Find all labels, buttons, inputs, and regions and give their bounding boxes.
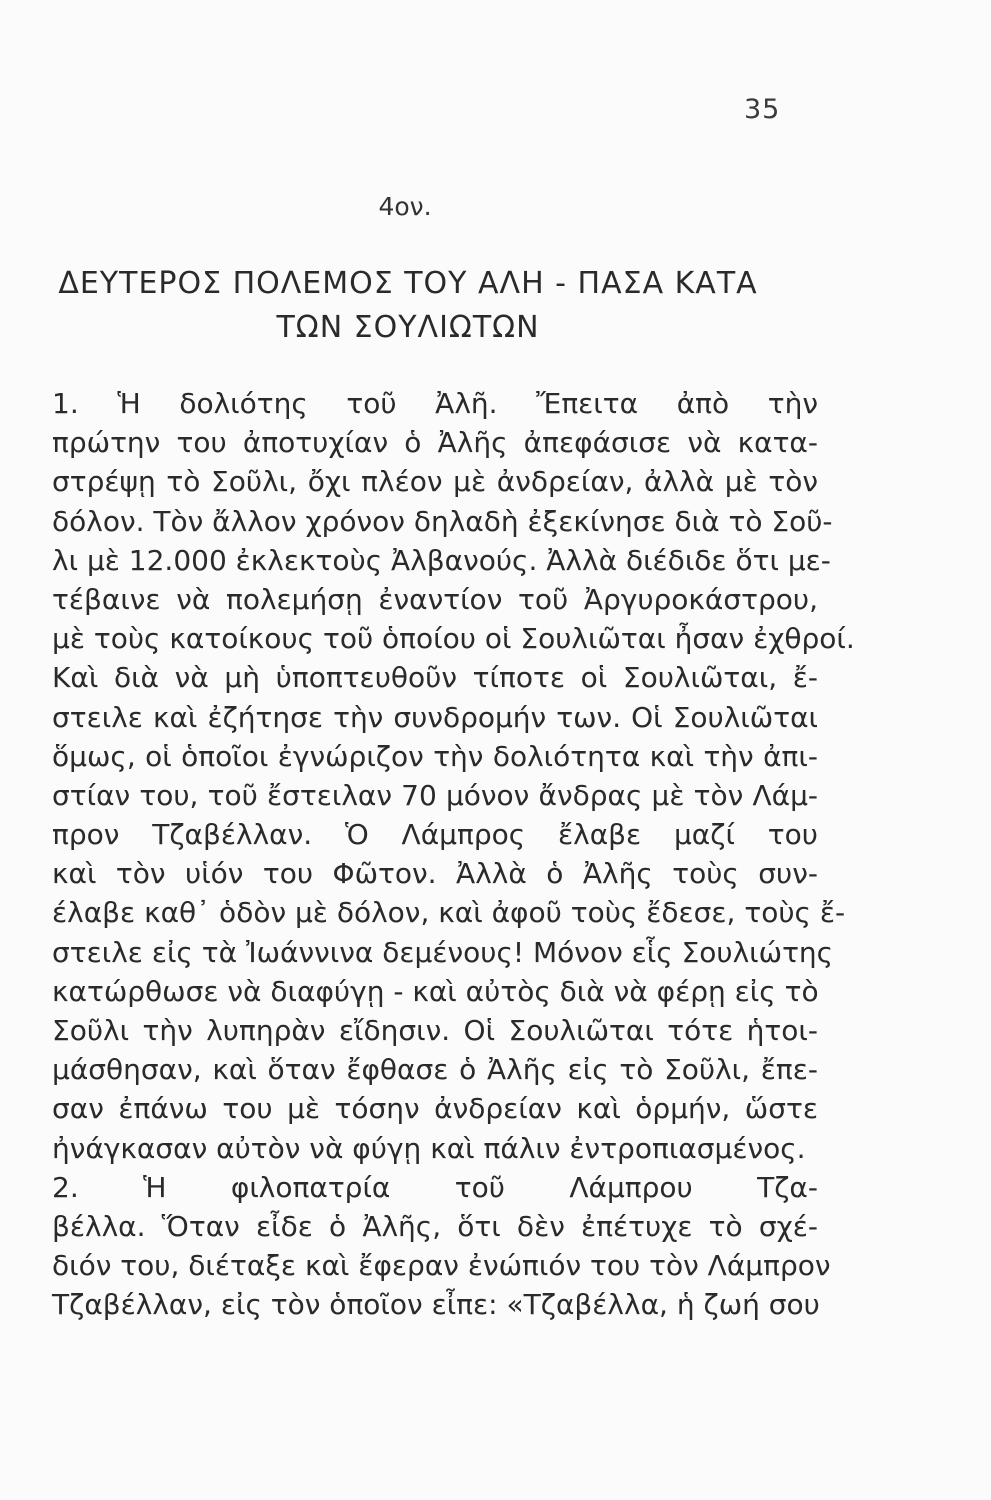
text-line: Καὶ διὰ νὰ μὴ ὑποπτευθοῦν τίποτε οἱ Σουλιῶται, ἔ-	[52, 661, 818, 695]
text-line: καὶ τὸν υἱόν του Φῶτον. Ἀλλὰ ὁ Ἀλῆς τοὺς συν-	[52, 857, 818, 891]
text-line: έλαβε καθ᾽ ὁδὸν μὲ δόλον, καὶ ἀφοῦ τοὺς ἔδεσε, τοὺς ἔ-	[52, 896, 846, 930]
text-line: διόν του, διέταξε καὶ ἔφεραν ἐνώπιόν του τὸν Λάμπρον	[52, 1249, 831, 1283]
text-line: Σοῦλι τὴν λυπηρὰν εἴδησιν. Οἱ Σουλιῶται τότε ἡτοι-	[52, 1014, 818, 1047]
text-line: λι μὲ 12.000 ἐκλεκτοὺς Ἀλβανούς. Ἀλλὰ διέδιδε ὅτι με-	[52, 543, 831, 577]
text-line: σαν ἐπάνω του μὲ τόσην ἀνδρείαν καὶ ὁρμήν, ὥστε	[52, 1092, 818, 1126]
body-text	[52, 384, 855, 1325]
text-line: προν Τζαβέλλαν. Ὁ Λάμπρος ἔλαβε μαζί του	[52, 818, 818, 852]
chapter-number: 4ον.	[378, 192, 432, 221]
text-line: πρώτην του ἀποτυχίαν ὁ Ἀλῆς ἀπεφάσισε νὰ κατα-	[52, 426, 818, 460]
text-line: δόλον. Τὸν ἄλλον χρόνον δηλαδὴ ἐξεκίνησε διὰ τὸ Σοῦ-	[52, 504, 833, 538]
text-line: στειλε εἰς τὰ Ἰωάννινα δεμένους! Μόνον εἷς Σουλιώτης	[52, 935, 834, 969]
text-line: κατώρθωσε νὰ διαφύγῃ - καὶ αὐτὸς διὰ νὰ φέρῃ εἰς τὸ	[52, 974, 819, 1008]
text-line: στίαν του, τοῦ ἔστειλαν 70 μόνον ἄνδρας μὲ τὸν Λάμ-	[52, 778, 818, 812]
chapter-title-line: ΔΕΥΤΕΡΟΣ ΠΟΛΕΜΟΣ ΤΟΥ ΑΛΗ - ΠΑΣΑ ΚΑΤΑ	[58, 266, 758, 301]
text-line: στρέψῃ τὸ Σοῦλι, ὄχι πλέον μὲ ἀνδρείαν, ἀλλὰ μὲ τὸν	[52, 465, 818, 499]
text-line: τέβαινε νὰ πολεμήσῃ ἐναντίον τοῦ Ἀργυροκάστρου,	[52, 582, 818, 616]
text-line: ὅμως, οἱ ὁποῖοι ἐγνώριζον τὴν δολιότητα καὶ τὴν ἀπι-	[52, 739, 818, 773]
chapter-title	[0, 262, 816, 350]
text-line: 2. Ἡ φιλοπατρία τοῦ Λάμπρου Τζα-	[52, 1170, 818, 1204]
chapter-title-line: ΤΩΝ ΣΟΥΛΙΩΤΩΝ	[276, 310, 540, 345]
text-line: βέλλα. Ὅταν εἶδε ὁ Ἀλῆς, ὅτι δὲν ἐπέτυχε τὸ σχέ-	[52, 1209, 818, 1243]
text-line: ἠνάγκασαν αὐτὸν νὰ φύγῃ καὶ πάλιν ἐντροπιασμένος.	[52, 1131, 806, 1165]
text-line: 1. Ἡ δολιότης τοῦ Ἀλῆ. Ἔπειτα ἀπὸ τὴν	[52, 387, 818, 420]
text-line: μάσθησαν, καὶ ὅταν ἔφθασε ὁ Ἀλῆς εἰς τὸ Σοῦλι, ἔπε-	[52, 1053, 818, 1087]
page-number: 35	[744, 94, 781, 125]
text-line: Τζαβέλλαν, εἰς τὸν ὁποῖον εἶπε: «Τζαβέλλα, ἡ ζωή σου	[52, 1288, 820, 1322]
text-line: μὲ τοὺς κατοίκους τοῦ ὁποίου οἱ Σουλιῶται ἦσαν ἐχθροί.	[52, 622, 855, 656]
text-line: στειλε καὶ ἐζήτησε τὴν συνδρομήν των. Οἱ Σουλιῶται	[52, 700, 818, 734]
